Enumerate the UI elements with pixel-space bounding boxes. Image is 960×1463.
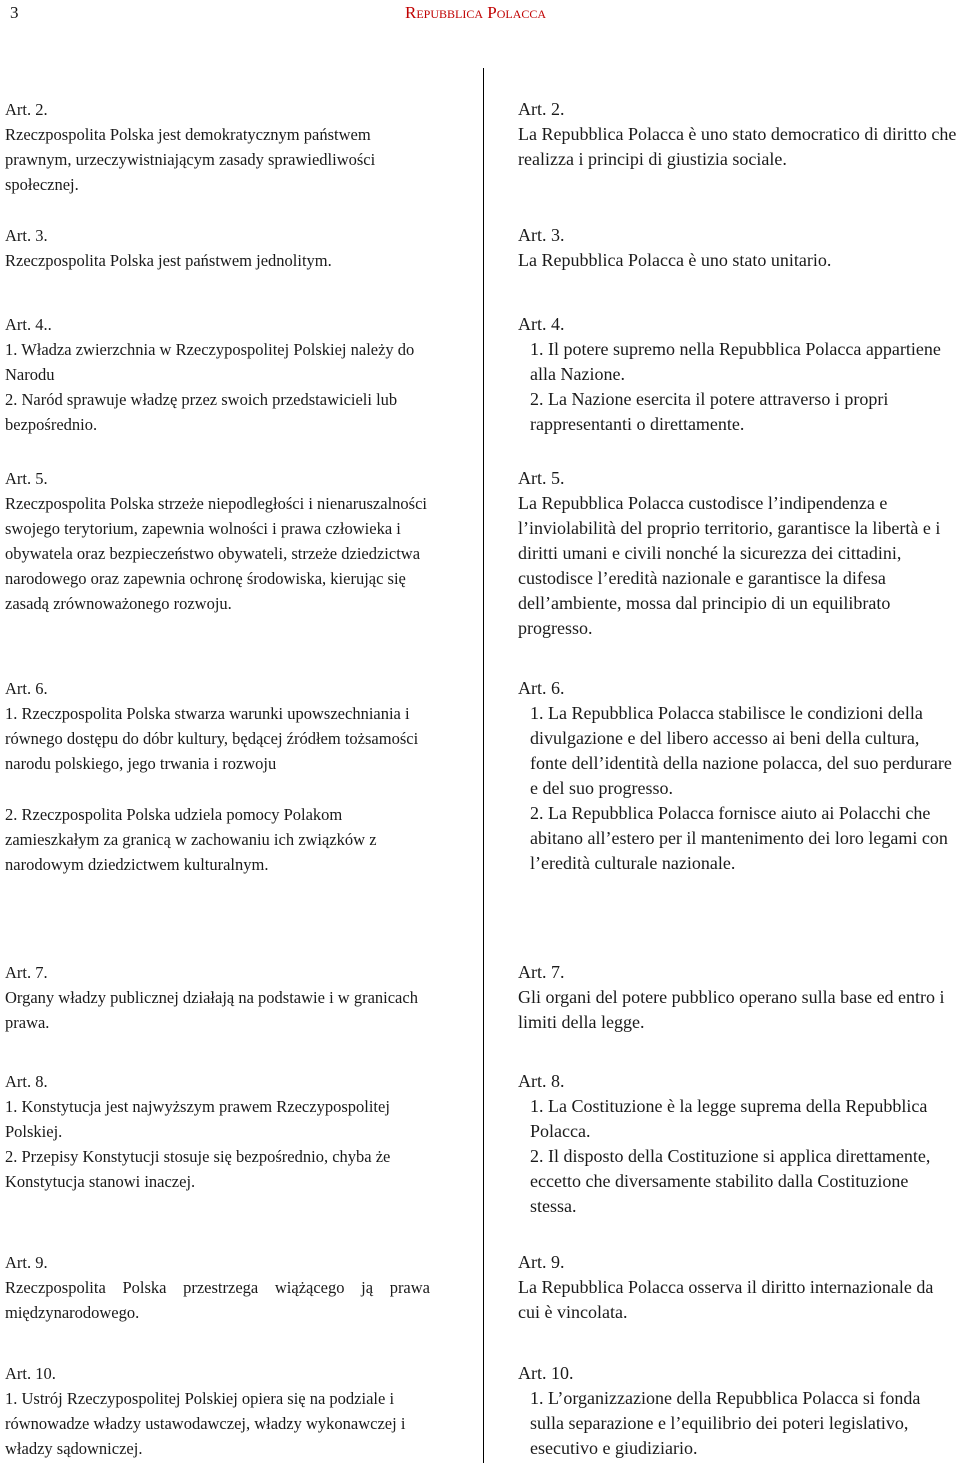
article-paragraph: 2. Przepisy Konstytucji stosuje się bezpośrednio, chyba że Konstytucja stanowi inaczej. — [5, 1147, 391, 1191]
article-paragraph: 1. Konstytucja jest najwyższym prawem Rzeczypospolitej Polskiej. — [5, 1097, 390, 1141]
article-heading: Art. 9. — [518, 1252, 565, 1272]
article-paragraph: 2. Rzeczpospolita Polska udziela pomocy Polakom zamieszkałym za granicą w zachowaniu ich związków z narodowym dziedzictwem kulturalnym. — [5, 805, 377, 874]
running-title-initial-1: R — [405, 3, 417, 22]
polish-article-3 — [5, 223, 440, 273]
article-heading: Art. 2. — [518, 99, 565, 119]
article-paragraph: Organy władzy publicznej działają na podstawie i w granicach prawa. — [5, 988, 418, 1032]
article-paragraph: La Repubblica Polacca custodisce l’indipendenza e l’inviolabilità del proprio territorio, garantisce la libertà e i diritti umani e civili nonché la sicurezza dei cittadini, custodisce l’eredità nazionale e garantisce la difesa dell’ambiente, mossa dal principio di un equilibrato progresso. — [518, 493, 941, 638]
italian-article-10 — [518, 1361, 958, 1461]
running-title-initial-2: P — [487, 3, 497, 22]
running-title-word-1: epubblica — [416, 3, 488, 22]
article-paragraph: 1. L’organizzazione della Repubblica Polacca si fonda sulla separazione e l’equilibrio dei poteri legislativo, esecutivo e giudiziario. — [530, 1388, 921, 1458]
italian-article-8 — [518, 1069, 958, 1219]
page-header — [0, 0, 960, 30]
polish-article-6 — [5, 676, 440, 877]
italian-article-9 — [518, 1250, 958, 1325]
article-paragraph: La Repubblica Polacca osserva il diritto internazionale da cui è vincolata. — [518, 1277, 934, 1322]
polish-article-8 — [5, 1069, 440, 1194]
article-heading: Art. 2. — [5, 100, 48, 119]
polish-article-4 — [5, 312, 440, 437]
article-paragraph: 2. Il disposto della Costituzione si applica direttamente, eccetto che diversamente stabilito dalla Costituzione stessa. — [530, 1146, 931, 1216]
article-paragraph: La Repubblica Polacca è uno stato democratico di diritto che realizza i principi di giustizia sociale. — [518, 124, 957, 169]
article-heading: Art. 7. — [5, 963, 48, 982]
italian-article-4 — [518, 312, 958, 437]
column-divider — [483, 68, 484, 1463]
italian-article-3 — [518, 223, 958, 273]
article-paragraph: Rzeczpospolita Polska jest państwem jednolitym. — [5, 251, 332, 270]
article-paragraph: 2. Naród sprawuje władzę przez swoich przedstawicieli lub bezpośrednio. — [5, 390, 398, 434]
article-paragraph: 2. La Repubblica Polacca fornisce aiuto ai Polacchi che abitano all’estero per il mantenimento dei loro legami con l’eredità culturale nazionale. — [530, 803, 948, 873]
article-heading: Art. 8. — [5, 1072, 48, 1091]
article-heading: Art. 3. — [518, 225, 565, 245]
running-title-word-2: olacca — [496, 3, 547, 22]
polish-article-9 — [5, 1250, 440, 1325]
article-paragraph: La Repubblica Polacca è uno stato unitario. — [518, 250, 832, 270]
article-paragraph: 1. Rzeczpospolita Polska stwarza warunki upowszechniania i równego dostępu do dóbr kultury, będącej źródłem tożsamości narodu polskiego, jego trwania i rozwoju — [5, 704, 419, 773]
article-heading: Art. 6. — [518, 678, 565, 698]
article-heading: Art. 4.. — [5, 315, 52, 334]
article-paragraph: Rzeczpospolita Polska jest demokratycznym państwem prawnym, urzeczywistniającym zasady sprawiedliwości społecznej. — [5, 125, 376, 194]
article-paragraph: Rzeczpospolita Polska strzeże niepodległości i nienaruszalności swojego terytorium, zapewnia wolności i prawa człowieka i obywatela oraz bezpieczeństwo obywateli, strzeże dziedzictwa narodowego oraz zapewnia ochronę środowiska, kierując się zasadą zrównoważonego rozwoju. — [5, 494, 427, 613]
italian-article-6 — [518, 676, 958, 876]
article-heading: Art. 7. — [518, 962, 565, 982]
italian-article-2 — [518, 97, 958, 172]
polish-article-5 — [5, 466, 440, 616]
article-heading: Art. 6. — [5, 679, 48, 698]
article-paragraph: Rzeczpospolita Polska przestrzega wiążącego ją prawa międzynarodowego. — [5, 1278, 430, 1322]
article-paragraph: 1. La Costituzione è la legge suprema della Repubblica Polacca. — [530, 1096, 928, 1141]
article-paragraph: 1. Władza zwierzchnia w Rzeczypospolitej Polskiej należy do Narodu — [5, 340, 415, 384]
article-heading: Art. 5. — [518, 468, 565, 488]
article-heading: Art. 10. — [518, 1363, 574, 1383]
article-heading: Art. 5. — [5, 469, 48, 488]
article-heading: Art. 9. — [5, 1253, 48, 1272]
article-heading: Art. 4. — [518, 314, 565, 334]
page-number: 3 — [10, 3, 19, 22]
italian-article-5 — [518, 466, 958, 641]
article-paragraph: 1. La Repubblica Polacca stabilisce le condizioni della divulgazione e del libero accesso ai beni della cultura, fonte dell’identità della nazione polacca, del suo perdurare e del suo progresso. — [530, 703, 952, 798]
article-paragraph: Gli organi del potere pubblico operano sulla base ed entro i limiti della legge. — [518, 987, 945, 1032]
article-paragraph: 1. Ustrój Rzeczypospolitej Polskiej opiera się na podziale i równowadze władzy ustawodawczej, władzy wykonawczej i władzy sądowniczej. — [5, 1389, 406, 1458]
article-paragraph: 2. La Nazione esercita il potere attraverso i propri rappresentanti o direttamente. — [530, 389, 889, 434]
italian-article-7 — [518, 960, 958, 1035]
article-paragraph: 1. Il potere supremo nella Repubblica Polacca appartiene alla Nazione. — [530, 339, 941, 384]
article-heading: Art. 8. — [518, 1071, 565, 1091]
polish-article-2 — [5, 97, 440, 197]
polish-article-10 — [5, 1361, 440, 1461]
article-heading: Art. 3. — [5, 226, 48, 245]
running-title — [405, 3, 546, 23]
article-heading: Art. 10. — [5, 1364, 56, 1383]
polish-article-7 — [5, 960, 440, 1035]
